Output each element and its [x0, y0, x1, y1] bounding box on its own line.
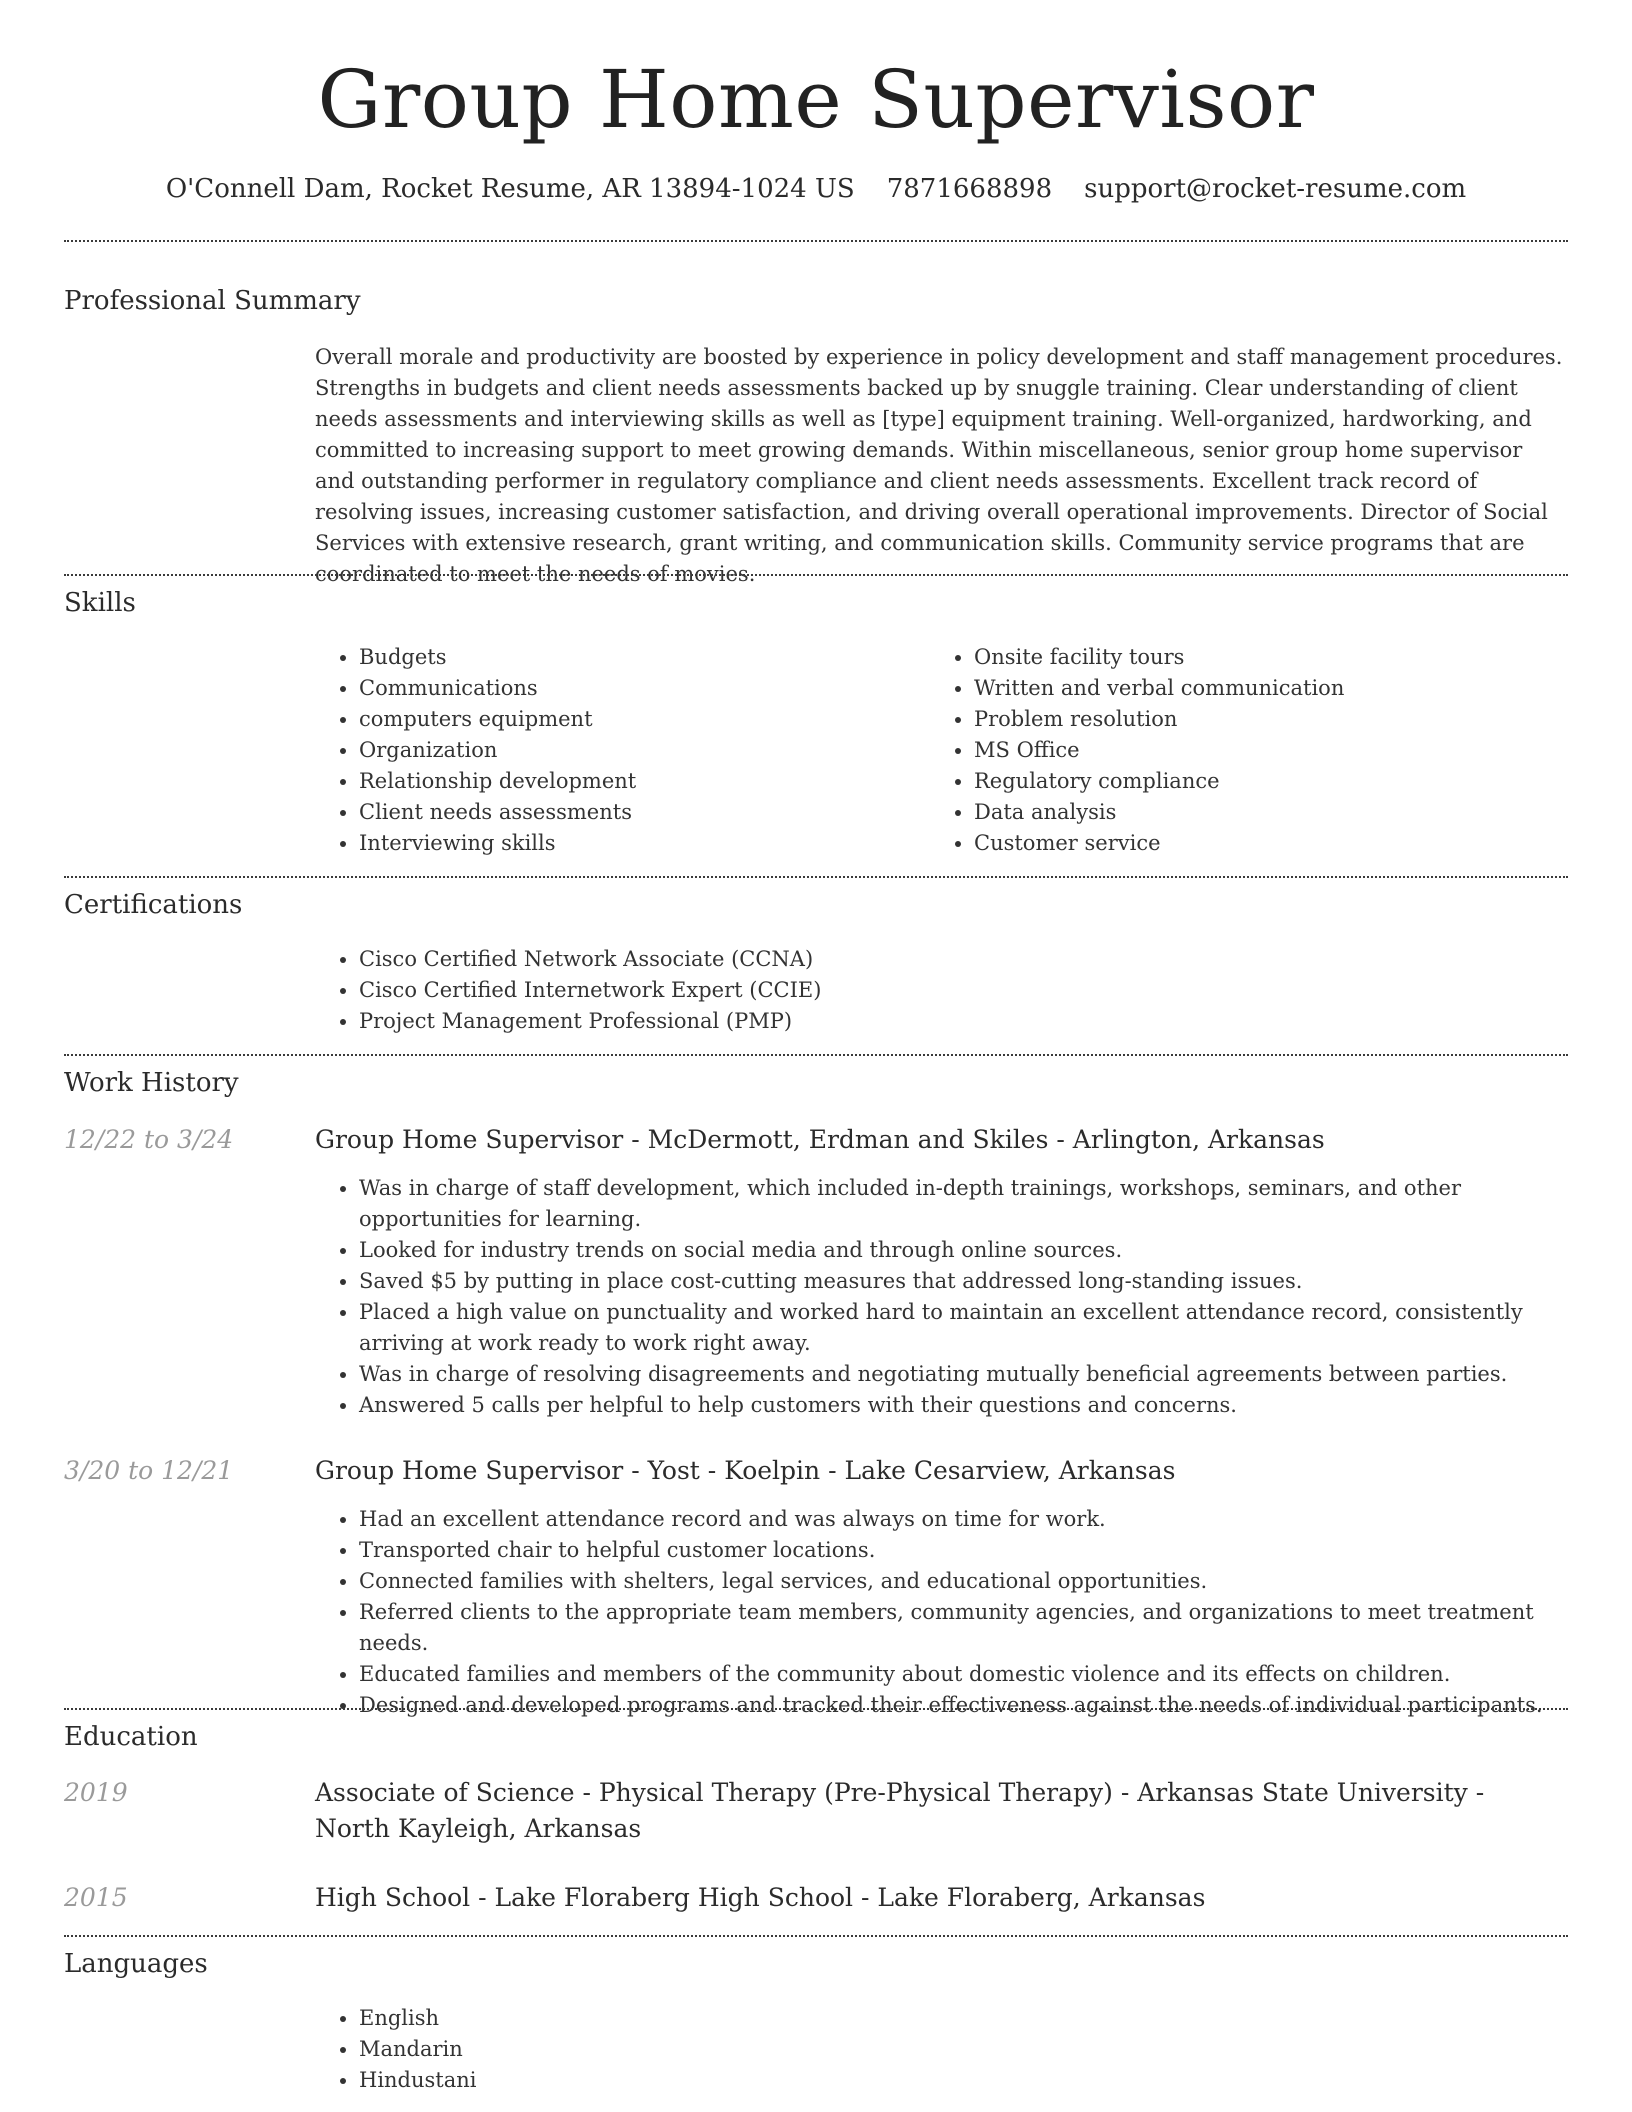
education-year: 2019: [64, 1778, 128, 1807]
language-item: • English: [359, 2003, 1609, 2034]
skill-item: • computers equipment: [359, 704, 919, 735]
section-divider: [64, 1935, 1568, 1937]
skill-item: • Relationship development: [359, 766, 919, 797]
candidate-name: Group Home Supervisor: [317, 53, 1315, 146]
summary-text: Overall morale and productivity are boosted by experience in policy development and staff management procedures. Strengths in budgets and client needs assessments backed up by snuggle training. Clear understanding of client needs assessments and interviewing skills as well as [type] equipment training. Well-organized, hardworking, and committed to increasing support to meet growing demands. Within miscellaneous, senior group home supervisor and outstanding performer in regulatory compliance and client needs assessments. Excellent track record of resolving issues, increasing customer satisfaction, and driving overall operational improvements. Director of Social Services with extensive research, grant writing, and communication skills. Community service programs that are coordinated to meet the needs of movies.: [315, 345, 1563, 586]
contact-phone: 7871668898: [886, 174, 1053, 204]
skills-heading: Skills: [64, 588, 136, 618]
certifications-heading: Certifications: [64, 890, 243, 920]
contact-address: O'Connell Dam, Rocket Resume, AR 13894-1024 US: [165, 174, 855, 204]
skill-item: • Communications: [359, 673, 919, 704]
job-bullet: • Answered 5 calls per helpful to help customers with their questions and concerns.: [359, 1390, 1609, 1421]
languages-heading: Languages: [64, 1949, 208, 1979]
work-history-heading: Work History: [64, 1068, 239, 1098]
job-heading: Group Home Supervisor - Yost - Koelpin - Lake Cesarview, Arkansas: [315, 1456, 1176, 1485]
skill-item: • Problem resolution: [974, 704, 1594, 735]
skill-item: • Written and verbal communication: [974, 673, 1594, 704]
job-bullet: • Designed and developed programs and tracked their effectiveness against the needs of individual participants.: [359, 1690, 1609, 1721]
job-bullet: • Connected families with shelters, legal services, and educational opportunities.: [359, 1566, 1609, 1597]
job-dates: 3/20 to 12/21: [64, 1456, 234, 1485]
languages-list: [315, 2003, 1609, 2096]
certification-item: • Cisco Certified Network Associate (CCNA): [359, 944, 1609, 975]
education-entry: High School - Lake Floraberg High School - Lake Floraberg, Arkansas: [315, 1883, 1206, 1912]
skill-item: • Data analysis: [974, 797, 1594, 828]
skill-item: • Customer service: [974, 828, 1594, 859]
education-entry: Associate of Science - Physical Therapy (Pre-Physical Therapy) - Arkansas State University - North Kayleigh, Arkansas: [315, 1778, 1485, 1843]
job-bullet: • Was in charge of staff development, which included in-depth trainings, workshops, seminars, and other opportunities for learning.: [359, 1173, 1609, 1235]
skill-item: • Organization: [359, 735, 919, 766]
job-bullet: • Had an excellent attendance record and was always on time for work.: [359, 1504, 1609, 1535]
job-dates: 12/22 to 3/24: [64, 1125, 234, 1154]
certification-item: • Cisco Certified Internetwork Expert (CCIE): [359, 975, 1609, 1006]
skill-item: • Client needs assessments: [359, 797, 919, 828]
skills-list-right: [930, 642, 1594, 859]
skill-item: • Budgets: [359, 642, 919, 673]
job-bullet: • Referred clients to the appropriate team members, community agencies, and organizations to meet treatment needs.: [359, 1597, 1609, 1659]
language-item: • Hindustani: [359, 2065, 1609, 2096]
section-divider: [64, 1708, 1568, 1710]
education-heading: Education: [64, 1722, 198, 1752]
education-year: 2015: [64, 1883, 128, 1912]
job-bullet: • Placed a high value on punctuality and worked hard to maintain an excellent attendance record, consistently arriving at work ready to work right away.: [359, 1297, 1609, 1359]
job-bullets: [315, 1504, 1609, 1721]
summary-heading: Professional Summary: [64, 286, 361, 316]
certifications-list: [315, 944, 1609, 1037]
skill-item: • Onsite facility tours: [974, 642, 1594, 673]
job-bullet: • Transported chair to helpful customer locations.: [359, 1535, 1609, 1566]
job-bullet: • Looked for industry trends on social media and through online sources.: [359, 1235, 1609, 1266]
section-divider: [64, 1054, 1568, 1056]
job-bullet: • Educated families and members of the community about domestic violence and its effects on children.: [359, 1659, 1609, 1690]
job-bullets: [315, 1173, 1609, 1421]
contact-email: support@rocket-resume.com: [1084, 174, 1467, 204]
skills-list-left: [315, 642, 919, 859]
certification-item: • Project Management Professional (PMP): [359, 1006, 1609, 1037]
job-heading: Group Home Supervisor - McDermott, Erdman and Skiles - Arlington, Arkansas: [315, 1125, 1325, 1154]
skill-item: • Regulatory compliance: [974, 766, 1594, 797]
section-divider: [64, 876, 1568, 878]
job-bullet: • Saved $5 by putting in place cost-cutting measures that addressed long-standing issues.: [359, 1266, 1609, 1297]
skill-item: • MS Office: [974, 735, 1594, 766]
skill-item: • Interviewing skills: [359, 828, 919, 859]
language-item: • Mandarin: [359, 2034, 1609, 2065]
section-divider: [64, 574, 1568, 576]
contact-line: [0, 170, 1632, 208]
job-bullet: • Was in charge of resolving disagreements and negotiating mutually beneficial agreements between parties.: [359, 1359, 1609, 1390]
section-divider: [64, 240, 1568, 242]
